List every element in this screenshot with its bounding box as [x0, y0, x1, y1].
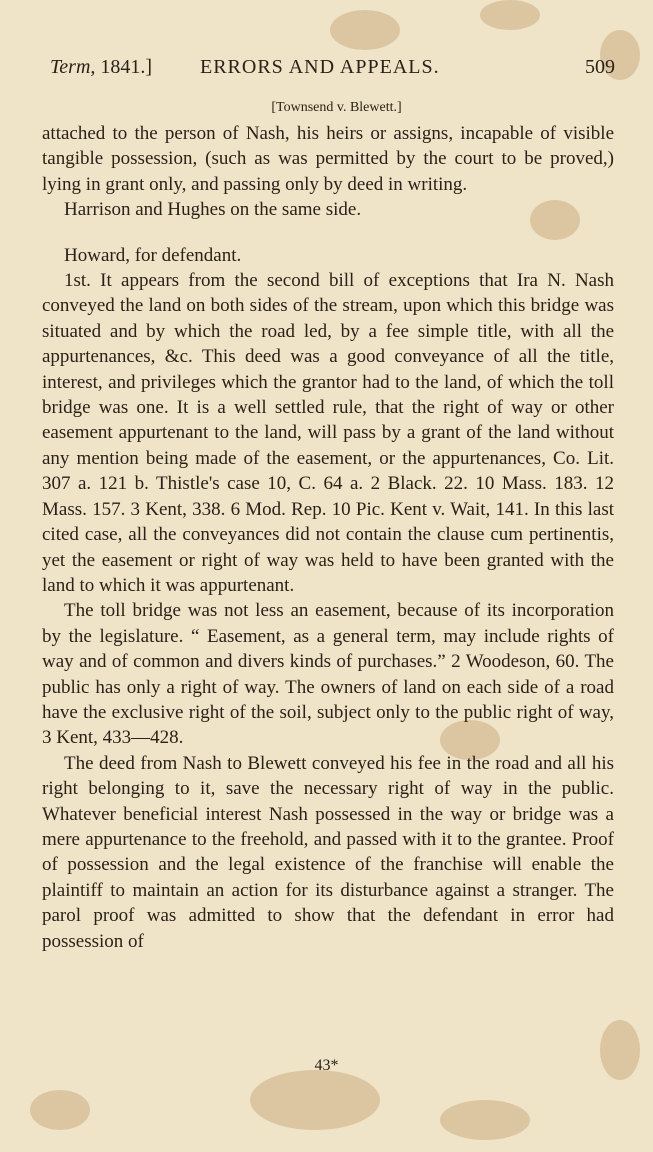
paragraph: 1st. It appears from the second bill of exceptions that Ira N. Nash conveyed the land on both sides of the stream, upon which this bridge was situated and by which the road led, by a fee simple title, with all the appurtenances, &c. This deed was a good conveyance of all the title, interest, and privileges which the grantor had to the land, of which the toll bridge was one. It is a well settled rule, that the right of way or other easement appurtenant to the land, will pass by a grant of the land without any mention being made of the easement, or the appurtenances, Co. Lit. 307 a. 121 b. Thistle's case 10, C. 64 a. 2 Black. 22. 10 Mass. 183. 12 Mass. 157. 3 Kent, 338. 6 Mod. Rep. 10 Pic. Kent v. Wait, 141. In this last cited case, all the conveyances did not contain the clause cum pertinentis, yet the easement or right of way was held to have been granted with the land to which it was appurtenant.: [42, 270, 614, 596]
running-header: [50, 56, 615, 86]
case-caption: [Townsend v. Blewett.]: [271, 100, 402, 115]
stain-spot: [440, 1100, 530, 1140]
stain-spot: [480, 0, 540, 30]
paragraph: Howard, for defendant.: [64, 244, 242, 266]
signature-mark: 43*: [314, 1057, 339, 1074]
paragraph: The toll bridge was not less an easement, because of its incorporation by the legislature. “ Easement, as a general term, may include rights of way and of common and divers kinds of purchases.” 2 Woodeson, 60. The public has only a right of way. The owners of land on each side of a road have the exclusive right of the soil, subject only to the public right of way, 3 Kent, 433—428.: [42, 600, 614, 749]
stain-spot: [250, 1070, 380, 1130]
stain-spot: [30, 1090, 90, 1130]
header-section-title: ERRORS AND APPEALS.: [200, 56, 440, 78]
stain-spot: [330, 10, 400, 50]
paragraph: Harrison and Hughes on the same side.: [64, 199, 362, 221]
body-text: [42, 121, 614, 954]
paragraph: attached to the person of Nash, his heirs or assigns, incapable of visible tangible possession, (such as was permitted by the court to be proved,) lying in grant only, and passing only by deed in writing.: [42, 123, 614, 195]
page-number: 509: [585, 56, 615, 78]
paragraph: The deed from Nash to Blewett conveyed his fee in the road and all his right belonging to it, save the necessary right of way in the public. Whatever beneficial interest Nash possessed in the way or bridge was a mere appurtenance to the freehold, and passed with it to the grantee. Proof of possession and the legal existence of the franchise will enable the plaintiff to maintain an action for its disturbance against a stranger. The parol proof was admitted to show that the defendant in error had possession of: [42, 752, 614, 952]
header-term: Term, 1841.]: [50, 56, 153, 78]
